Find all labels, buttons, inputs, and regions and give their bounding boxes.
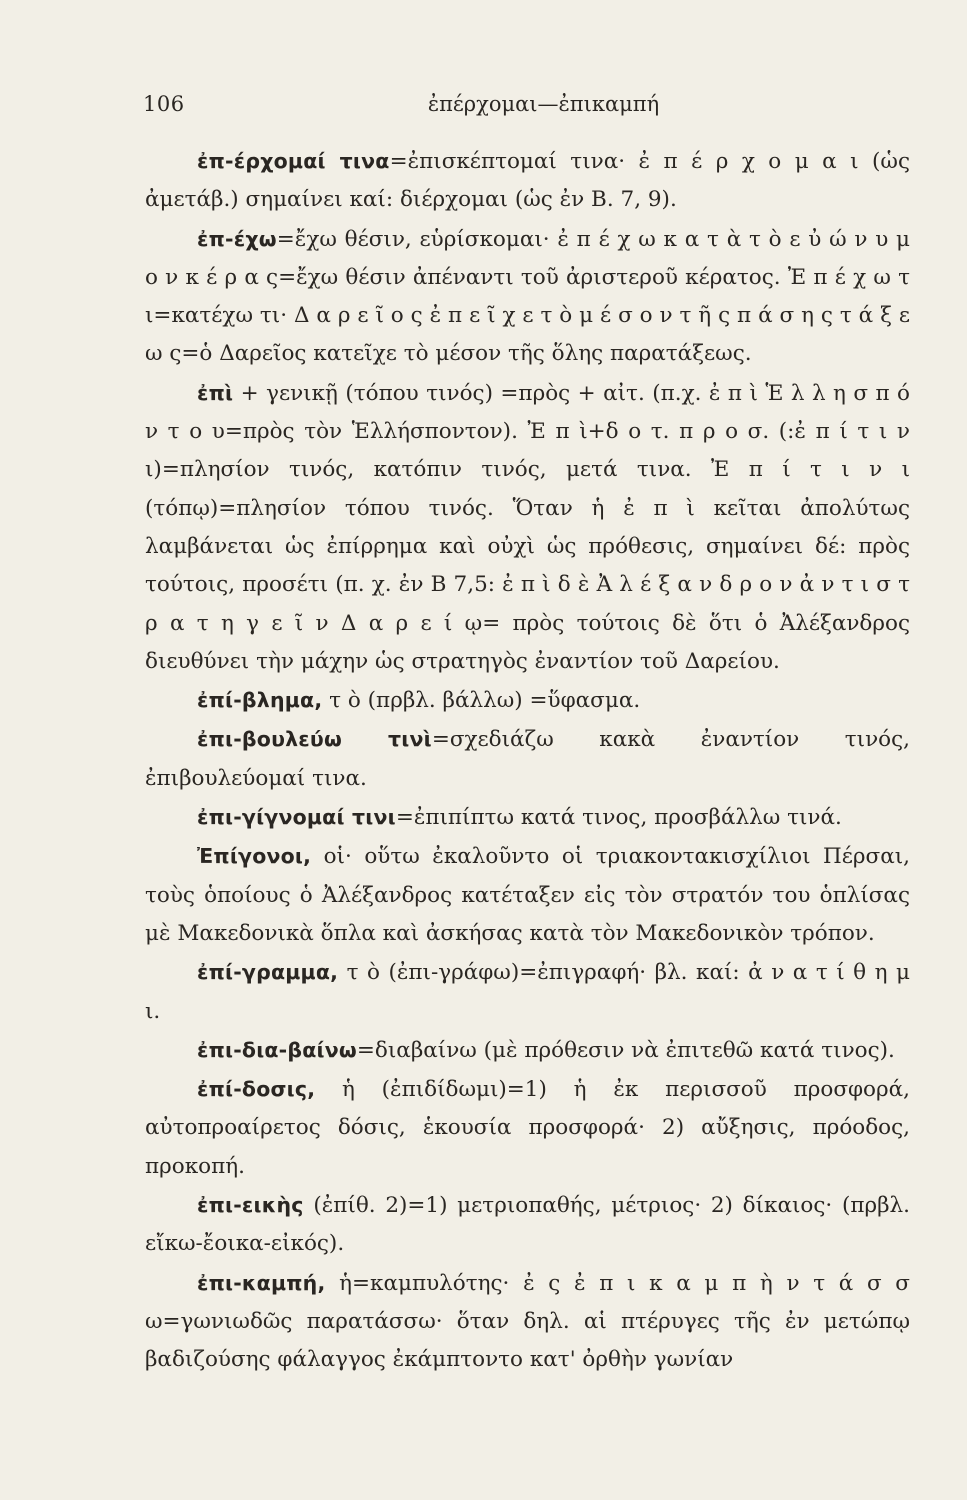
entry-definition: (ἐπίθ. 2)=1) μετριοπαθής, μέτριος· 2) δίκαιος· (πρβλ. εἴκω-ἔοικα-εἰκός). [145,1193,910,1257]
entry-definition: + γενικῇ (τόπου τινός) =πρὸς + αἰτ. (π.χ. ἐ π ὶ Ἑ λ λ η σ π ό ν τ ο υ=πρὸς τὸν Ἑλλήσποντον). Ἐ π ὶ+δ ο τ. π ρ ο σ. (:ἐ π ί τ ι ν ι)=πλησίον τινός, κατόπιν τινός, μετά τινα. Ἐ π ί τ ι ν ι (τόπῳ)=πλησίον τόπου τινός. Ὅταν ἡ ἐ π ὶ κεῖται ἀπολύτως λαμβάνεται ὡς ἐπίρρημα καὶ οὐχὶ ὡς πρόθεσις, σημαίνει δέ: πρὸς τούτοις, προσέτι (π. χ. ἐν Β 7,5: ἐ π ὶ δ ὲ Ἀ λ έ ξ α ν δ ρ ο ν ἀ ν τ ι σ τ ρ α τ η γ ε ῖ ν Δ α ρ ε ί ῳ= πρὸς τούτοις δὲ ὅτι ὁ Ἀλέξανδρος διευθύνει τὴν μάχην ὡς στρατηγὸς ἐναντίον τοῦ Δαρείου. [145,380,910,674]
dictionary-entry [145,1070,910,1186]
entry-lemma: ἐπί-γραμμα, [197,960,339,985]
dictionary-entry [145,681,910,720]
dictionary-entry [145,953,910,1031]
entry-lemma: Ἐπίγονοι, [197,844,312,869]
entry-lemma: ἐπ-έρχομαί τινα [197,149,390,173]
entry-definition: =ἐπιπίπτω κατά τινος, προσβάλλω τινά. [395,805,842,831]
entry-definition: =διαβαίνω (μὲ πρόθεσιν νὰ ἐπιτεθῶ κατά τινος). [356,1037,895,1063]
entry-definition: ἡ (ἐπιδίδωμι)=1) ἡ ἐκ περισσοῦ προσφορά, αὐτοπροαίρετος δόσις, ἑκουσία προσφορά· 2) αὔξησις, πρόοδος, προκοπή. [145,1077,910,1179]
entry-lemma: ἐπί-βλημα, [197,688,323,713]
entry-lemma: ἐπι-εικὴς [197,1193,304,1218]
entry-lemma: ἐπί-δοσις, [197,1077,316,1102]
entry-definition: τ ὸ (ἐπι-γράφω)=ἐπιγραφή· βλ. καί: ἀ ν α τ ί θ η μ ι. [145,960,910,1024]
entry-definition: τ ὸ (πρβλ. βάλλω) =ὕφασμα. [322,688,641,714]
entry-lemma: ἐπὶ [197,380,234,405]
dictionary-entry [145,142,910,220]
entry-definition: =ἔχω θέσιν, εὑρίσκομαι· ἐ π έ χ ω κ α τ ὰ τ ὸ ε ὐ ώ ν υ μ ο ν κ έ ρ α ς=ἔχω θέσιν ἀπέναντι τοῦ ἀριστεροῦ κέρατος. Ἐ π έ χ ω τ ι=κατέχω τι· Δ α ρ ε ῖ ο ς ἐ π ε ῖ χ ε τ ὸ μ έ σ ο ν τ ῆ ς π ά σ η ς τ ά ξ ε ω ς=ὁ Δαρεῖος κατεῖχε τὸ μέσον τῆς ὅλης παρατάξεως. [145,226,910,367]
entry-definition: οἱ· οὕτω ἐκαλοῦντο οἱ τριακοντακισχίλιοι Πέρσαι, τοὺς ὁποίους ὁ Ἀλέξανδρος κατέταξεν εἰς τὸν στρατόν του ὁπλίσας μὲ Μακεδονικὰ ὅπλα καὶ ἀσκήσας κατὰ τὸν Μακεδονικὸν τρόπον. [145,844,910,946]
entry-definition: ἡ=καμπυλότης· ἐ ς ἐ π ι κ α μ π ὴ ν τ ά σ σ ω=γωνιωδῶς παρατάσσω· ὅταν δηλ. αἱ πτέρυγες τῆς ἐν μετώπῳ βαδιζούσης φάλαγγος ἐκάμπτοντο κατ' ὀρθὴν γωνίαν [145,1270,910,1373]
dictionary-entry [145,1186,910,1264]
dictionary-body [145,142,910,1380]
dictionary-entry [145,1031,910,1070]
entry-lemma: ἐπι-γίγνομαί τινι [197,805,396,830]
dictionary-entry [145,374,910,681]
entry-lemma: ἐπι-βουλεύω τινὶ [197,727,432,752]
dictionary-entry [145,1264,910,1380]
entry-lemma: ἐπι-δια-βαίνω [197,1037,357,1062]
running-title: ἐπέρχομαι—ἐπικαμπή [427,92,660,116]
dictionary-entry [145,837,910,953]
entry-lemma: ἐπ-έχω [197,226,277,251]
dictionary-entry [145,220,910,374]
dictionary-entry [145,720,910,798]
entry-definition: =σχεδιάζω κακὰ ἐναντίον τινός, ἐπιβουλεύομαί τινα. [145,727,910,791]
entry-lemma: ἐπι-καμπή, [197,1270,326,1295]
page-number: 106 [143,92,185,116]
entry-definition: =ἐπισκέπτομαί τινα· ἐ π έ ρ χ ο μ α ι (ὡς ἀμετάβ.) σημαίνει καί: διέρχομαι (ὡς ἐν Β. 7, 9). [145,149,910,213]
dictionary-entry [145,798,910,837]
